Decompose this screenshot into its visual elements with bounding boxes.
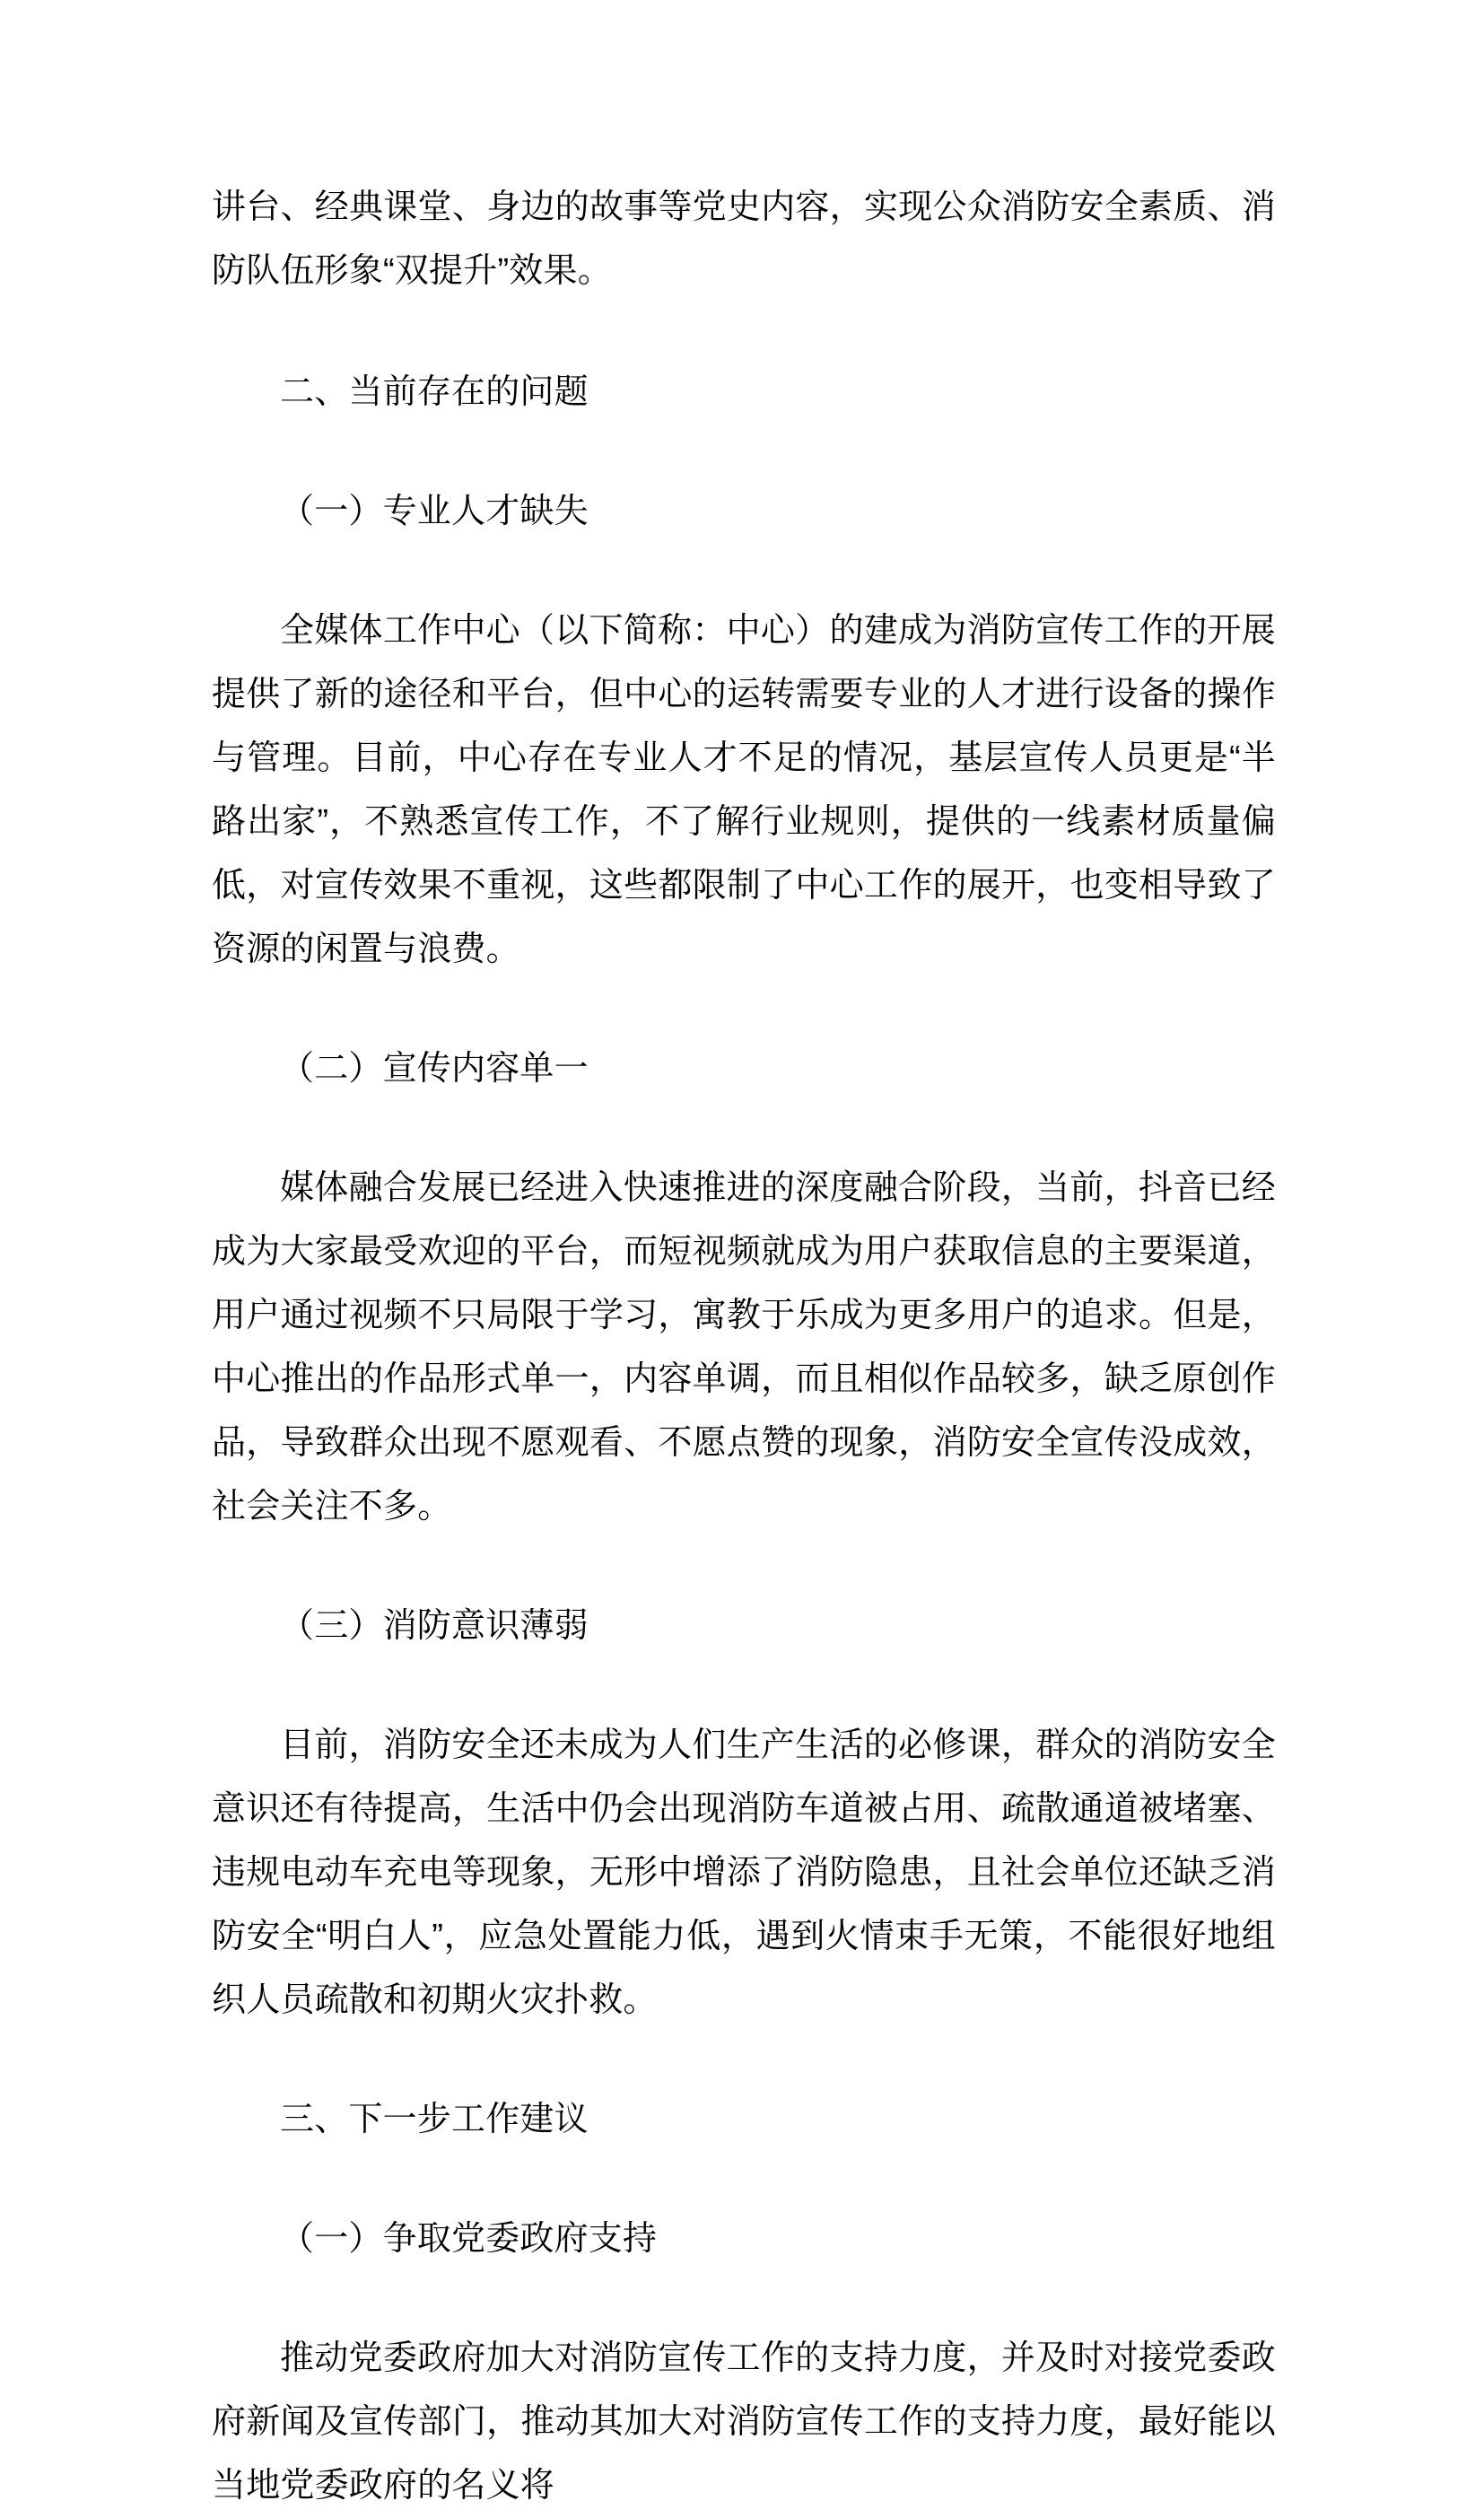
heading-section-three-item-one: （一）争取党委政府支持 [280, 2220, 658, 2258]
paragraph-monotonous-content: 媒体融合发展已经进入快速推进的深度融合阶段，当前，抖音已经成为大家最受欢迎的平台，而短视频就成为用户获取信息的主要渠道，用户通过视频不只局限于学习，寓教于乐成为更多用户的追求。但是，中心推出的作品形式单一，内容单调，而且相似作品较多，缺乏原创作品，导致群众出现不愿观看、不愿点赞的现象，消防安全宣传没成效，社会关注不多。 [212, 1169, 1276, 1526]
page-text-column [212, 176, 1276, 2518]
block-spacer [212, 303, 1276, 361]
block-spacer [212, 2271, 1276, 2327]
block-spacer [212, 1658, 1276, 1714]
paragraph-talent-shortage: 全媒体工作中心（以下简称：中心）的建成为消防宣传工作的开展提供了新的途径和平台，但中心的运转需要专业的人才进行设备的操作与管理。目前，中心存在专业人才不足的情况，基层宣传人员更是“半路出家”，不熟悉宣传工作，不了解行业规则，提供的一线素材质量偏低，对宣传效果不重视，这些都限制了中心工作的展开，也变相导致了资源的闲置与浪费。 [212, 612, 1276, 968]
block-spacer [212, 982, 1276, 1037]
heading-section-two-item-three: （三）消防意识薄弱 [280, 1607, 589, 1645]
block-spacer [212, 544, 1276, 599]
paragraph-weak-awareness: 目前，消防安全还未成为人们生产生活的必修课，群众的消防安全意识还有待提高，生活中仍会出现消防车道被占用、疏散通道被堵塞、违规电动车充电等现象，无形中增添了消防隐患，且社会单位还缺乏消防安全“明白人”，应急处置能力低，遇到火情束手无策，不能很好地组织人员疏散和初期火灾扑救。 [212, 1727, 1276, 2019]
block-spacer [212, 2152, 1276, 2208]
block-spacer [212, 424, 1276, 480]
heading-section-two-item-one: （一）专业人才缺失 [280, 493, 589, 530]
heading-section-two-item-two: （二）宣传内容单一 [280, 1050, 589, 1088]
heading-section-two: 二、当前存在的问题 [280, 373, 589, 411]
heading-section-three: 三、下一步工作建议 [280, 2101, 589, 2138]
block-spacer [212, 1539, 1276, 1595]
paragraph-government-support: 推动党委政府加大对消防宣传工作的支持力度，并及时对接党委政府新闻及宣传部门，推动其加大对消防宣传工作的支持力度，最好能以当地党委政府的名义将 [212, 2339, 1276, 2505]
block-spacer [212, 1101, 1276, 1157]
paragraph-continued: 讲台、经典课堂、身边的故事等党史内容，实现公众消防安全素质、消防队伍形象“双提升”效果。 [212, 188, 1276, 290]
block-spacer [212, 2033, 1276, 2088]
